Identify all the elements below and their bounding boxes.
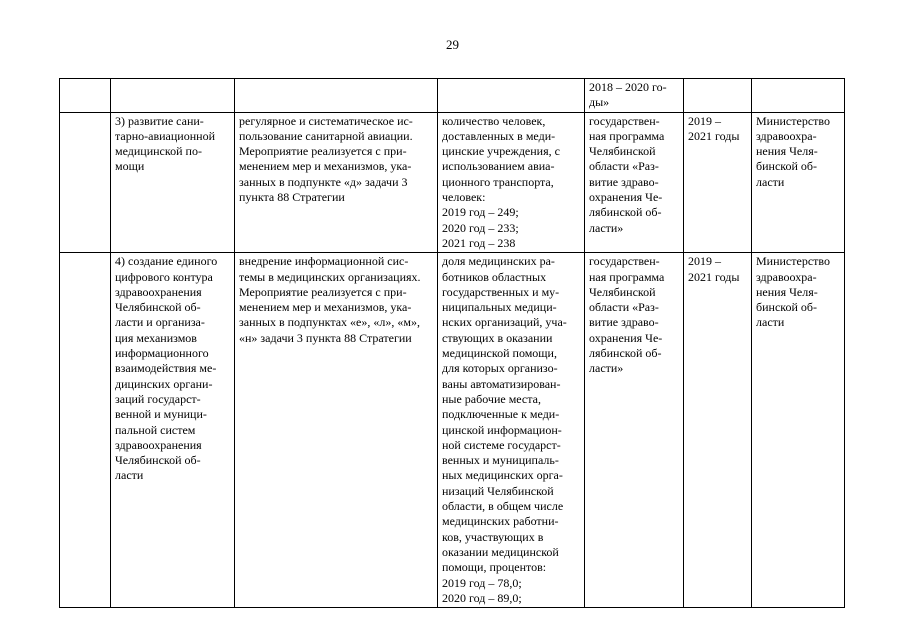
cell-text-line: бинской об- xyxy=(756,159,818,174)
page-number: 29 xyxy=(446,37,459,52)
cell-task xyxy=(111,79,235,113)
cell-text-line: государствен- xyxy=(589,113,660,128)
cell-text-line: лябинской об- xyxy=(589,205,662,220)
cell-text-line: медицинской по- xyxy=(115,144,202,159)
cell-text-line: ков, участвующих в xyxy=(442,529,544,544)
cell-text-line: занных в подпункте «д» задачи 3 xyxy=(239,174,408,189)
cell-text-line: венных и муниципаль- xyxy=(442,453,559,468)
cell-text-line: медицинских работни- xyxy=(442,514,559,529)
cell-period xyxy=(684,112,752,253)
cell-text-line: человек: xyxy=(442,190,486,205)
cell-number xyxy=(60,253,111,608)
cell-text-line: государствен- xyxy=(589,254,660,269)
cell-text-line: подключенные к меди- xyxy=(442,407,560,422)
cell-text-line: ласти и организа- xyxy=(115,315,205,330)
cell-text-line: мощи xyxy=(115,159,145,174)
cell-text-line: 2020 год – 89,0; xyxy=(442,590,522,605)
cell-text-line: витие здраво- xyxy=(589,174,659,189)
cell-text-line: 2021 годы xyxy=(688,269,740,284)
cell-text-line: бинской об- xyxy=(756,300,818,315)
cell-text-line: «н» задачи 3 пункта 88 Стратегии xyxy=(239,330,412,345)
cell-text-line: ласти xyxy=(115,468,144,483)
cell-text-line: 4) создание единого xyxy=(115,254,218,269)
cell-text-line: здравоохранения xyxy=(115,284,202,299)
cell-text-line: нения Челя- xyxy=(756,284,818,299)
cell-text-line: количество человек, xyxy=(442,113,546,128)
cell-text-line: государственных и му- xyxy=(442,284,560,299)
cell-text-line: ные рабочие места, xyxy=(442,391,541,406)
cell-number xyxy=(60,112,111,253)
cell-text-line: ной системе государст- xyxy=(442,437,561,452)
cell-text-line: ция механизмов xyxy=(115,330,197,345)
cell-text-line: ды» xyxy=(589,95,610,110)
cell-text-line: темы в медицинских организациях. xyxy=(239,269,421,284)
cell-indicator xyxy=(438,253,585,608)
cell-text-line: витие здраво- xyxy=(589,315,659,330)
measures-table xyxy=(59,78,845,608)
cell-task xyxy=(111,253,235,608)
cell-text-line: ционного транспорта, xyxy=(442,174,554,189)
cell-text-line: 2020 год – 233; xyxy=(442,220,519,235)
cell-text-line: здравоохра- xyxy=(756,128,817,143)
cell-text-line: ниципальных медици- xyxy=(442,300,557,315)
cell-executor xyxy=(752,112,845,253)
cell-text-line: медицинской помощи, xyxy=(442,346,557,361)
cell-text-line: ных медицинских орга- xyxy=(442,468,563,483)
cell-number xyxy=(60,79,111,113)
cell-text-line: лябинской об- xyxy=(589,346,662,361)
cell-text-line: ботников областных xyxy=(442,269,547,284)
cell-text-line: 3) развитие сани- xyxy=(115,113,204,128)
cell-text-line: 2021 год – 238 xyxy=(442,235,516,250)
cell-text-line: 2018 – 2020 го- xyxy=(589,80,667,94)
cell-text-line: Челябинской об- xyxy=(115,300,201,315)
cell-executor xyxy=(752,79,845,113)
cell-text-line: доля медицинских ра- xyxy=(442,254,555,269)
cell-text-line: 2019 год – 249; xyxy=(442,205,519,220)
cell-text-line: взаимодействия ме- xyxy=(115,361,217,376)
cell-text-line: помощи, процентов: xyxy=(442,560,547,575)
cell-indicator xyxy=(438,112,585,253)
cell-text-line: 2019 год – 78,0; xyxy=(442,575,522,590)
cell-text-line: здравоохранения xyxy=(115,437,202,452)
cell-text-line: заций государст- xyxy=(115,391,201,406)
cell-text-line: ваны автоматизирован- xyxy=(442,376,561,391)
cell-text-line: пользование санитарной авиации. xyxy=(239,128,413,143)
cell-text-line: менением мер и механизмов, ука- xyxy=(239,159,412,174)
cell-period xyxy=(684,253,752,608)
cell-executor xyxy=(752,253,845,608)
cell-text-line: пальной систем xyxy=(115,422,196,437)
cell-text-line: оказании медицинской xyxy=(442,544,559,559)
cell-text-line: доставленных в меди- xyxy=(442,128,556,143)
cell-text-line: охранения Че- xyxy=(589,190,663,205)
cell-text-line: для которых организо- xyxy=(442,361,558,376)
cell-text-line: информационного xyxy=(115,346,209,361)
cell-text-line: ласти xyxy=(756,174,785,189)
cell-text-line: использованием авиа- xyxy=(442,159,555,174)
cell-text-line: 2019 – xyxy=(688,113,721,128)
cell-text-line: внедрение информационной сис- xyxy=(239,254,409,269)
table-row xyxy=(60,112,845,253)
cell-text-line: менением мер и механизмов, ука- xyxy=(239,300,412,315)
cell-text-line: Мероприятие реализуется с при- xyxy=(239,144,407,159)
cell-task xyxy=(111,112,235,253)
cell-program xyxy=(585,79,684,113)
cell-text-line: 2021 годы xyxy=(688,128,740,143)
cell-text-line: ствующих в оказании xyxy=(442,330,553,345)
cell-text-line: ласти» xyxy=(589,220,624,235)
cell-text-line: цифрового контура xyxy=(115,269,213,284)
cell-text-line: Министерство xyxy=(756,113,830,128)
cell-text-line: здравоохра- xyxy=(756,269,817,284)
cell-text-line: цинской информацион- xyxy=(442,422,562,437)
cell-text-line: нских организаций, уча- xyxy=(442,315,567,330)
cell-text-line: области «Раз- xyxy=(589,300,659,315)
cell-indicator xyxy=(438,79,585,113)
cell-text-line: ная программа xyxy=(589,269,665,284)
cell-text-line: охранения Че- xyxy=(589,330,663,345)
cell-program xyxy=(585,253,684,608)
cell-text-line: низаций Челябинской xyxy=(442,483,554,498)
cell-text-line: нения Челя- xyxy=(756,144,818,159)
cell-text-line: Челябинской об- xyxy=(115,453,201,468)
cell-measure xyxy=(235,253,438,608)
cell-text-line: ная программа xyxy=(589,128,665,143)
cell-text-line: тарно-авиационной xyxy=(115,128,215,143)
table-row xyxy=(60,253,845,608)
cell-text-line: цинские учреждения, с xyxy=(442,144,560,159)
cell-text-line: ласти xyxy=(756,315,785,330)
cell-measure xyxy=(235,79,438,113)
cell-program xyxy=(585,112,684,253)
cell-text-line: 2019 – xyxy=(688,254,721,269)
cell-text-line: регулярное и систематическое ис- xyxy=(239,113,413,128)
cell-text-line: ласти» xyxy=(589,361,624,376)
cell-text-line: венной и муници- xyxy=(115,407,207,422)
cell-measure xyxy=(235,112,438,253)
cell-text-line: пункта 88 Стратегии xyxy=(239,190,345,205)
table-row-continuation xyxy=(60,79,845,113)
cell-text-line: Челябинской xyxy=(589,284,656,299)
cell-text-line: области, в общем числе xyxy=(442,499,564,514)
cell-text-line: Челябинской xyxy=(589,144,656,159)
cell-text-line: занных в подпунктах «е», «л», «м», xyxy=(239,315,420,330)
cell-text-line: Мероприятие реализуется с при- xyxy=(239,284,407,299)
cell-period xyxy=(684,79,752,113)
cell-text-line: области «Раз- xyxy=(589,159,659,174)
cell-text-line: Министерство xyxy=(756,254,830,269)
cell-text-line: дицинских органи- xyxy=(115,376,213,391)
